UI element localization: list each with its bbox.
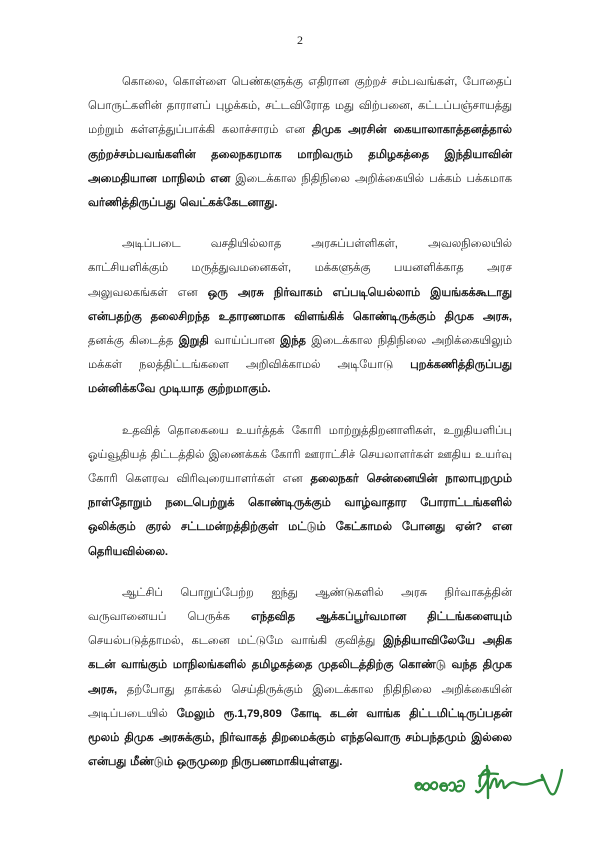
paragraph-1	[88, 70, 512, 215]
text-run-1: எந்தவித ஆக்கப்பூர்வமான திட்டங்களையும்	[251, 611, 512, 624]
text-run-4: தற்போது தாக்கல் செய்திருக்கும் இடைக்கால நிதிநிலை அறிக்கையின் அடிப்படையில்	[88, 683, 512, 720]
text-run-4: வாய்ப்பான	[214, 335, 281, 348]
paragraph-4	[88, 581, 512, 775]
signature-block	[408, 758, 578, 828]
text-run-1: தலைநகர் சென்னையின் நாலாபுறமும் நாள்தோறும் நடைபெற்றுக் கொண்டிருக்கும் வாழ்வாதார போராட்டங்களில் ஒலிக்கும் குரல் சட்டமன்றத்திற்குள் மட்டும் கேட்காமல் போனது ஏன்? என தெரியவில்லை.	[88, 473, 512, 558]
text-run-5: மேலும் ரூ.1,79,809 கோடி கடன் வாங்க திட்டமிட்டிருப்பதன் மூலம் திமுக அரசுக்கும், நிர்வாகத் திறமைக்கும் எந்தவொரு சம்பந்தமும் இல்லை என்பது மீண்டும் ஒருமுறை நிருபணமாகியுள்ளது.	[88, 707, 512, 769]
text-run-1: திமுக அரசின் கையாலாகாத்தனத்தால் குற்றச்சம்பவங்களின் தலைநகரமாக மாறிவரும் தமிழகத்தை இந்தியாவின் அமைதியான மாநிலம் என	[88, 124, 513, 185]
text-run-5: இந்த	[280, 335, 312, 348]
signature-svg	[408, 758, 578, 828]
signature-left-initials	[415, 781, 464, 792]
paragraph-3	[88, 419, 512, 564]
text-run-3: இந்தியாவிலேயே அதிக கடன் வாங்கும் மாநிலங்களில் தமிழகத்தை முதலிடத்திற்கு கொண்டு வந்த திமுக அரசு,	[88, 635, 512, 696]
text-run-3: வர்ணித்திருப்பது வெட்கக்கேடனாது.	[88, 197, 278, 210]
text-run-0: உதவித் தொகையை உயர்த்தக் கோரி மாற்றுத்திறனாளிகள், உறுதியளிப்பு ஓய்வூதியத் திட்டத்தில் இணைக்கக் கோரி ஊராட்சிச் செயலாளர்கள் ஊதிய உயர்வு கோரி கௌரவ விரிவுரையாளர்கள் என	[88, 424, 512, 486]
signature-right-main	[476, 766, 562, 798]
text-run-2: செயல்படுத்தாமல், கடனை மட்டுமே வாங்கி குவித்து	[88, 635, 384, 648]
text-run-0: கொலை, கொள்ளை பெண்களுக்கு எதிரான குற்றச் சம்பவங்கள், போதைப் பொருட்களின் தாராளப் புழக்கம், சட்டவிரோத மது விற்பனை, கட்டப்பஞ்சாயத்து மற்றும் கள்ளத்துப்பாக்கி கலாச்சாரம் என	[88, 76, 512, 137]
text-run-0: அடிப்படை வசதியில்லாத அரசுப்பள்ளிகள், அவலநிலையில் காட்சியளிக்கும் மருத்துவமனைகள், மக்களுக்கு பயனளிக்காத அரச அலுவலகங்கள் என	[88, 238, 512, 299]
text-run-6: இடைக்கால நிதிநிலை அறிக்கையிலும் மக்கள் நலத்திட்டங்களை அறிவிக்காமல் அடியோடு	[88, 335, 512, 372]
document-body	[88, 70, 512, 774]
text-run-2: இடைக்கால நிதிநிலை அறிக்கையில் பக்கம் பக்கமாக	[235, 172, 512, 185]
text-run-2: தனக்கு கிடைத்த	[88, 335, 179, 348]
text-run-7: புறக்கணித்திருப்பது மன்னிக்கவே முடியாத குற்றமாகும்.	[88, 359, 512, 396]
page-number: 2	[297, 33, 303, 47]
text-run-1: ஒரு அரசு நிர்வாகம் எப்படியெல்லாம் இயங்கக்கூடாது என்பதற்கு தலைசிறந்த உதாரணமாக விளங்கிக் கொண்டிருக்கும் திமுக அரசு,	[88, 286, 513, 323]
paragraph-2	[88, 232, 512, 401]
text-run-0: ஆட்சிப் பொறுப்பேற்ற ஐந்து ஆண்டுகளில் அரசு நிர்வாகத்தின் வருவானையப் பெருக்க	[88, 586, 512, 624]
text-run-3: இறுதி	[178, 335, 215, 348]
